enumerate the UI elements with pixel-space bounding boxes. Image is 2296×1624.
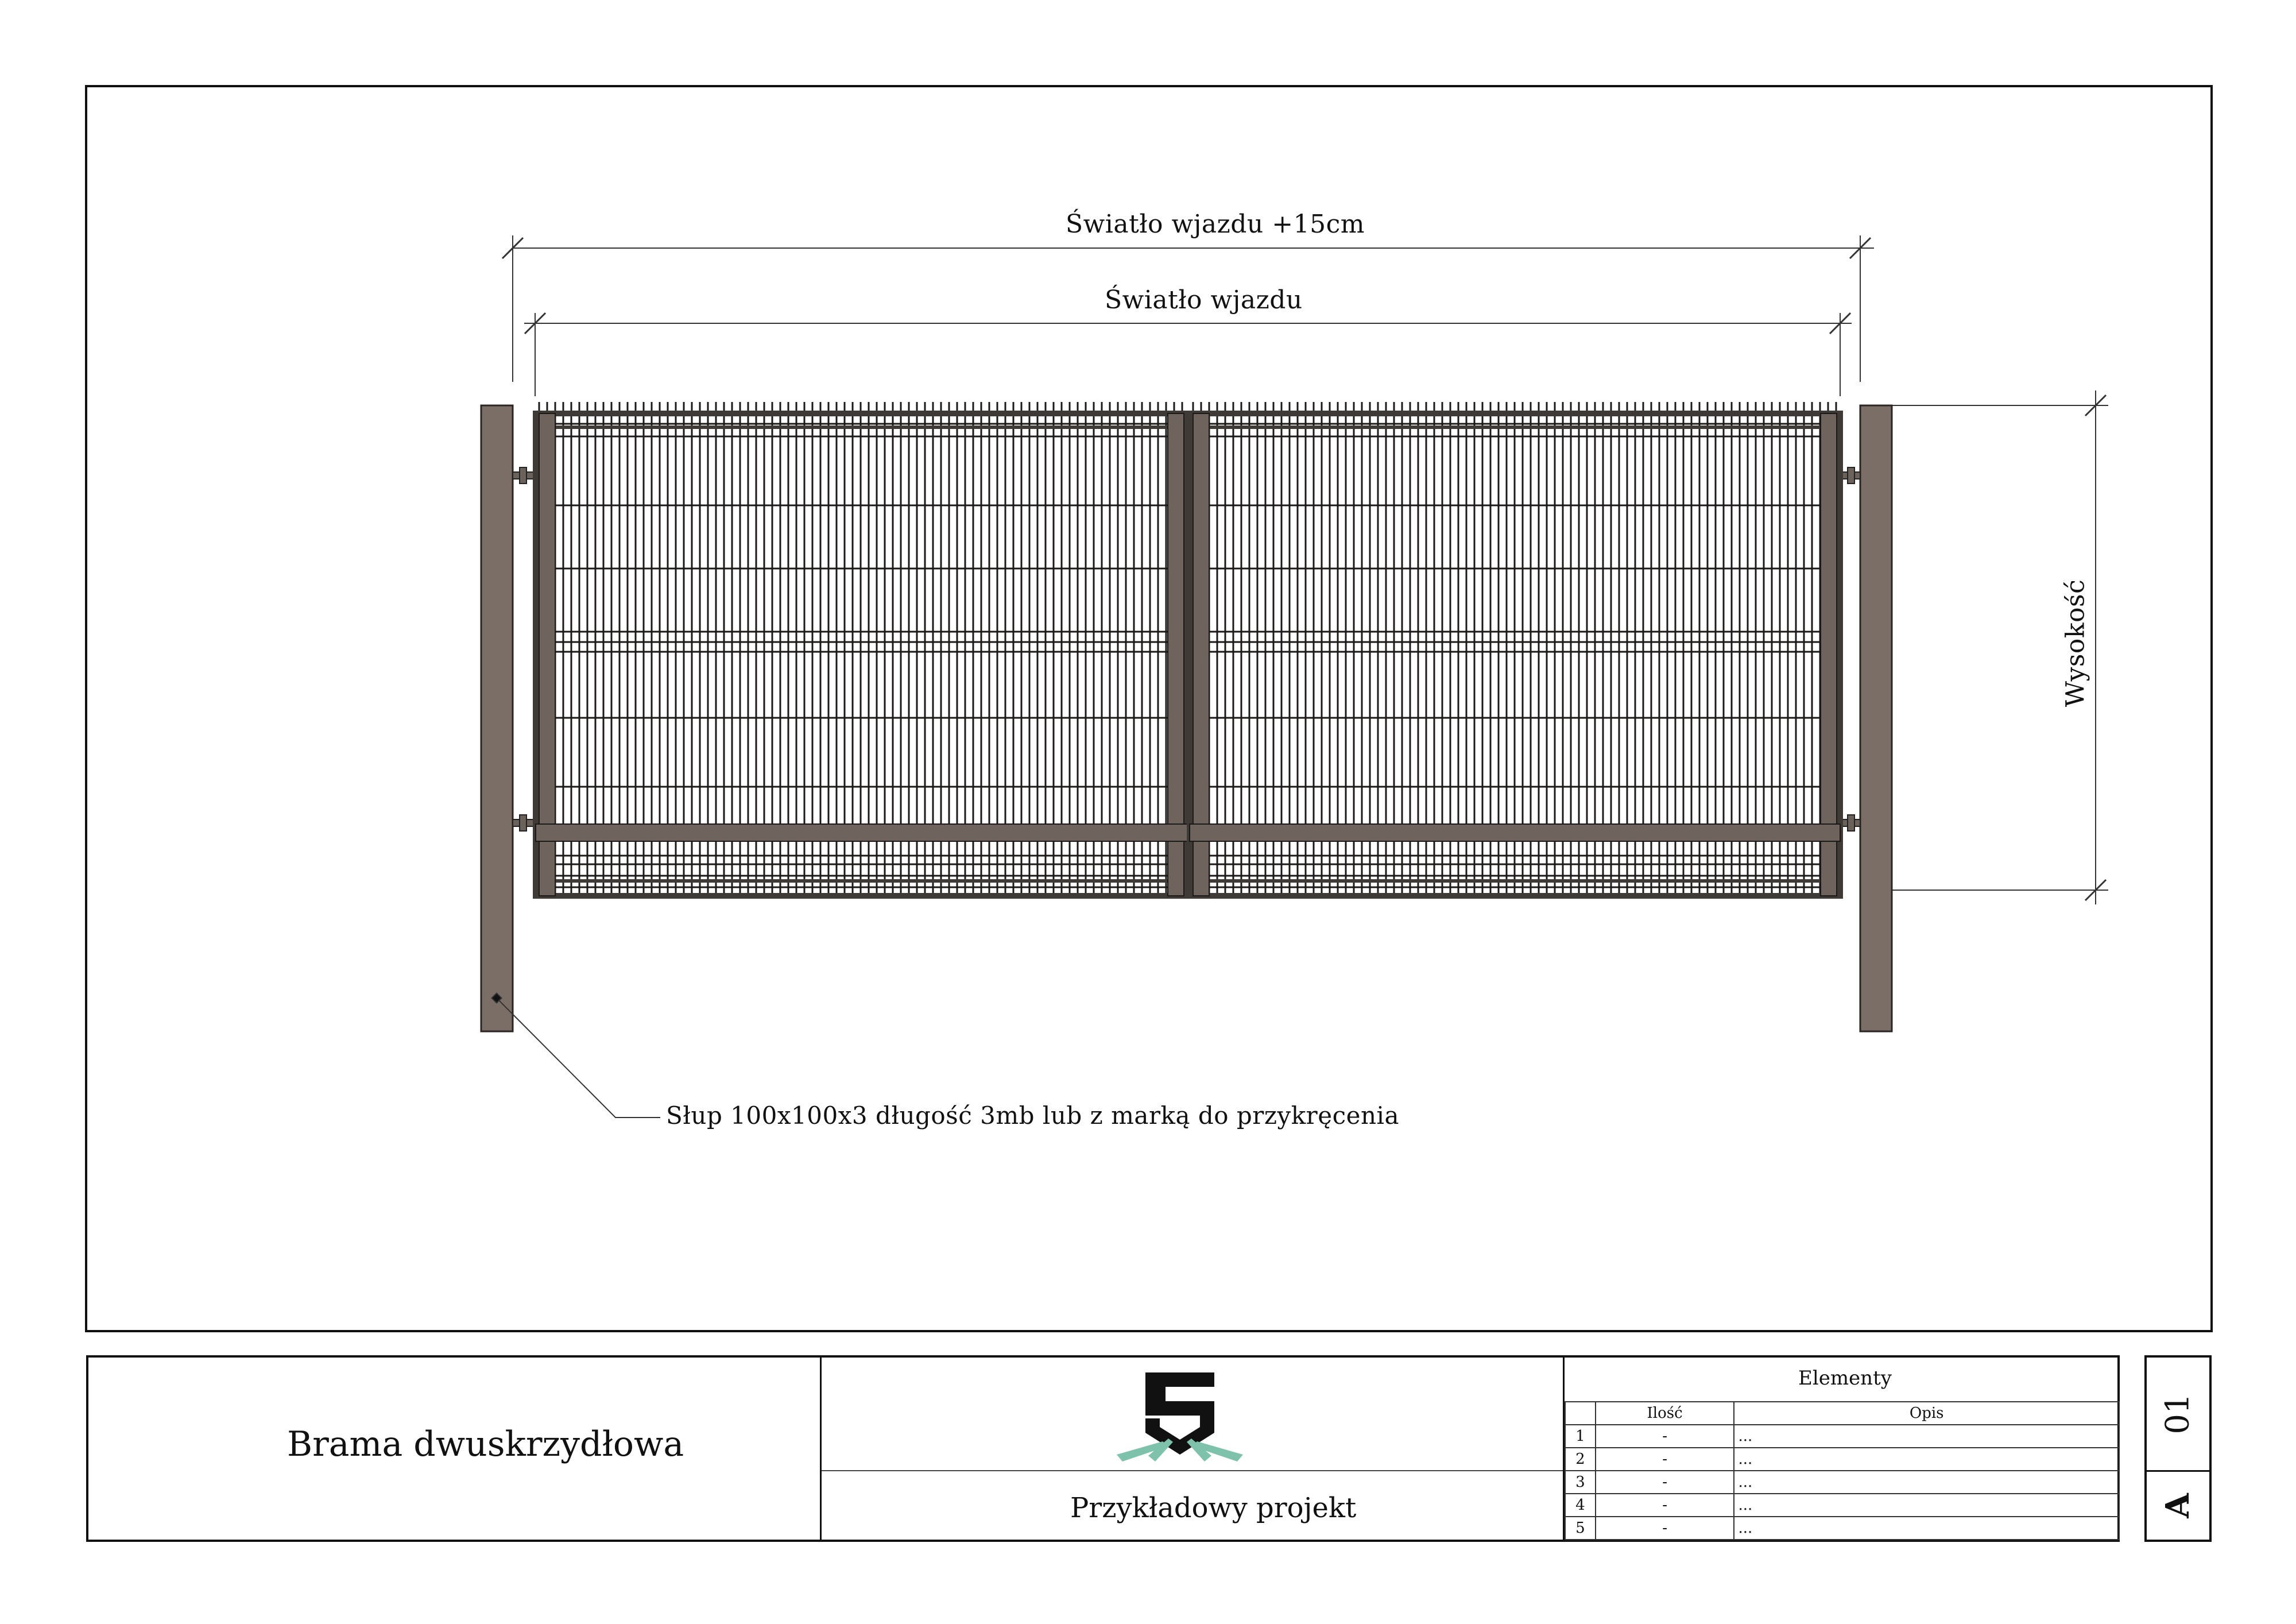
drawing-border <box>86 86 2212 1331</box>
dim-label-overall-width: Światło wjazdu +15cm <box>1066 210 1365 239</box>
elements-row-qty: - <box>1596 1448 1734 1471</box>
sheet-number-divider <box>2144 1470 2212 1472</box>
gate-leaves <box>536 402 1840 896</box>
company-logo <box>1114 1370 1246 1464</box>
post-callout-text: Słup 100x100x3 długość 3mb lub z marką do przykręcenia <box>666 1101 1399 1130</box>
elements-table <box>1565 1401 2120 1540</box>
elements-row-qty: - <box>1596 1471 1734 1494</box>
elements-row-desc: ... <box>1734 1494 2119 1517</box>
elements-row-no: 3 <box>1565 1471 1596 1494</box>
post-callout-leader <box>492 993 660 1118</box>
drawing-title: Brama dwuskrzydłowa <box>287 1424 684 1464</box>
elements-row-qty: - <box>1596 1494 1734 1517</box>
elements-row <box>1565 1517 2119 1540</box>
elements-row-qty: - <box>1596 1425 1734 1448</box>
elements-row-no: 1 <box>1565 1425 1596 1448</box>
elements-row-no: 5 <box>1565 1517 1596 1540</box>
elements-row <box>1565 1471 2119 1494</box>
elements-row <box>1565 1448 2119 1471</box>
elements-row-no: 4 <box>1565 1494 1596 1517</box>
elements-heading: Elementy <box>1798 1367 1892 1390</box>
elements-row-desc: ... <box>1734 1471 2119 1494</box>
logo-divider <box>822 1470 1563 1471</box>
elements-row <box>1565 1494 2119 1517</box>
project-name: Przykładowy projekt <box>1070 1492 1357 1524</box>
leaf-bottom-rail <box>536 824 1187 841</box>
elements-row-desc: ... <box>1734 1425 2119 1448</box>
elements-row <box>1565 1425 2119 1448</box>
elements-col-header: Opis <box>1734 1402 2119 1425</box>
dimension-opening-width <box>524 313 1852 396</box>
leaf-bottom-rail <box>1190 824 1840 841</box>
dim-label-opening-width: Światło wjazdu <box>1105 285 1303 315</box>
elements-col-header: Ilość <box>1596 1402 1734 1425</box>
left-post <box>481 405 513 1031</box>
elements-row-qty: - <box>1596 1517 1734 1540</box>
elements-row-no: 2 <box>1565 1448 1596 1471</box>
elements-row-desc: ... <box>1734 1448 2119 1471</box>
title-block-divider-1 <box>820 1355 822 1542</box>
elements-col-no <box>1565 1402 1596 1425</box>
sheet-letter: A <box>2159 1493 2197 1518</box>
dim-label-height: Wysokość <box>2061 579 2090 707</box>
right-post <box>1860 405 1892 1031</box>
sheet-number: 01 <box>2159 1393 2197 1434</box>
elements-row-desc: ... <box>1734 1517 2119 1540</box>
